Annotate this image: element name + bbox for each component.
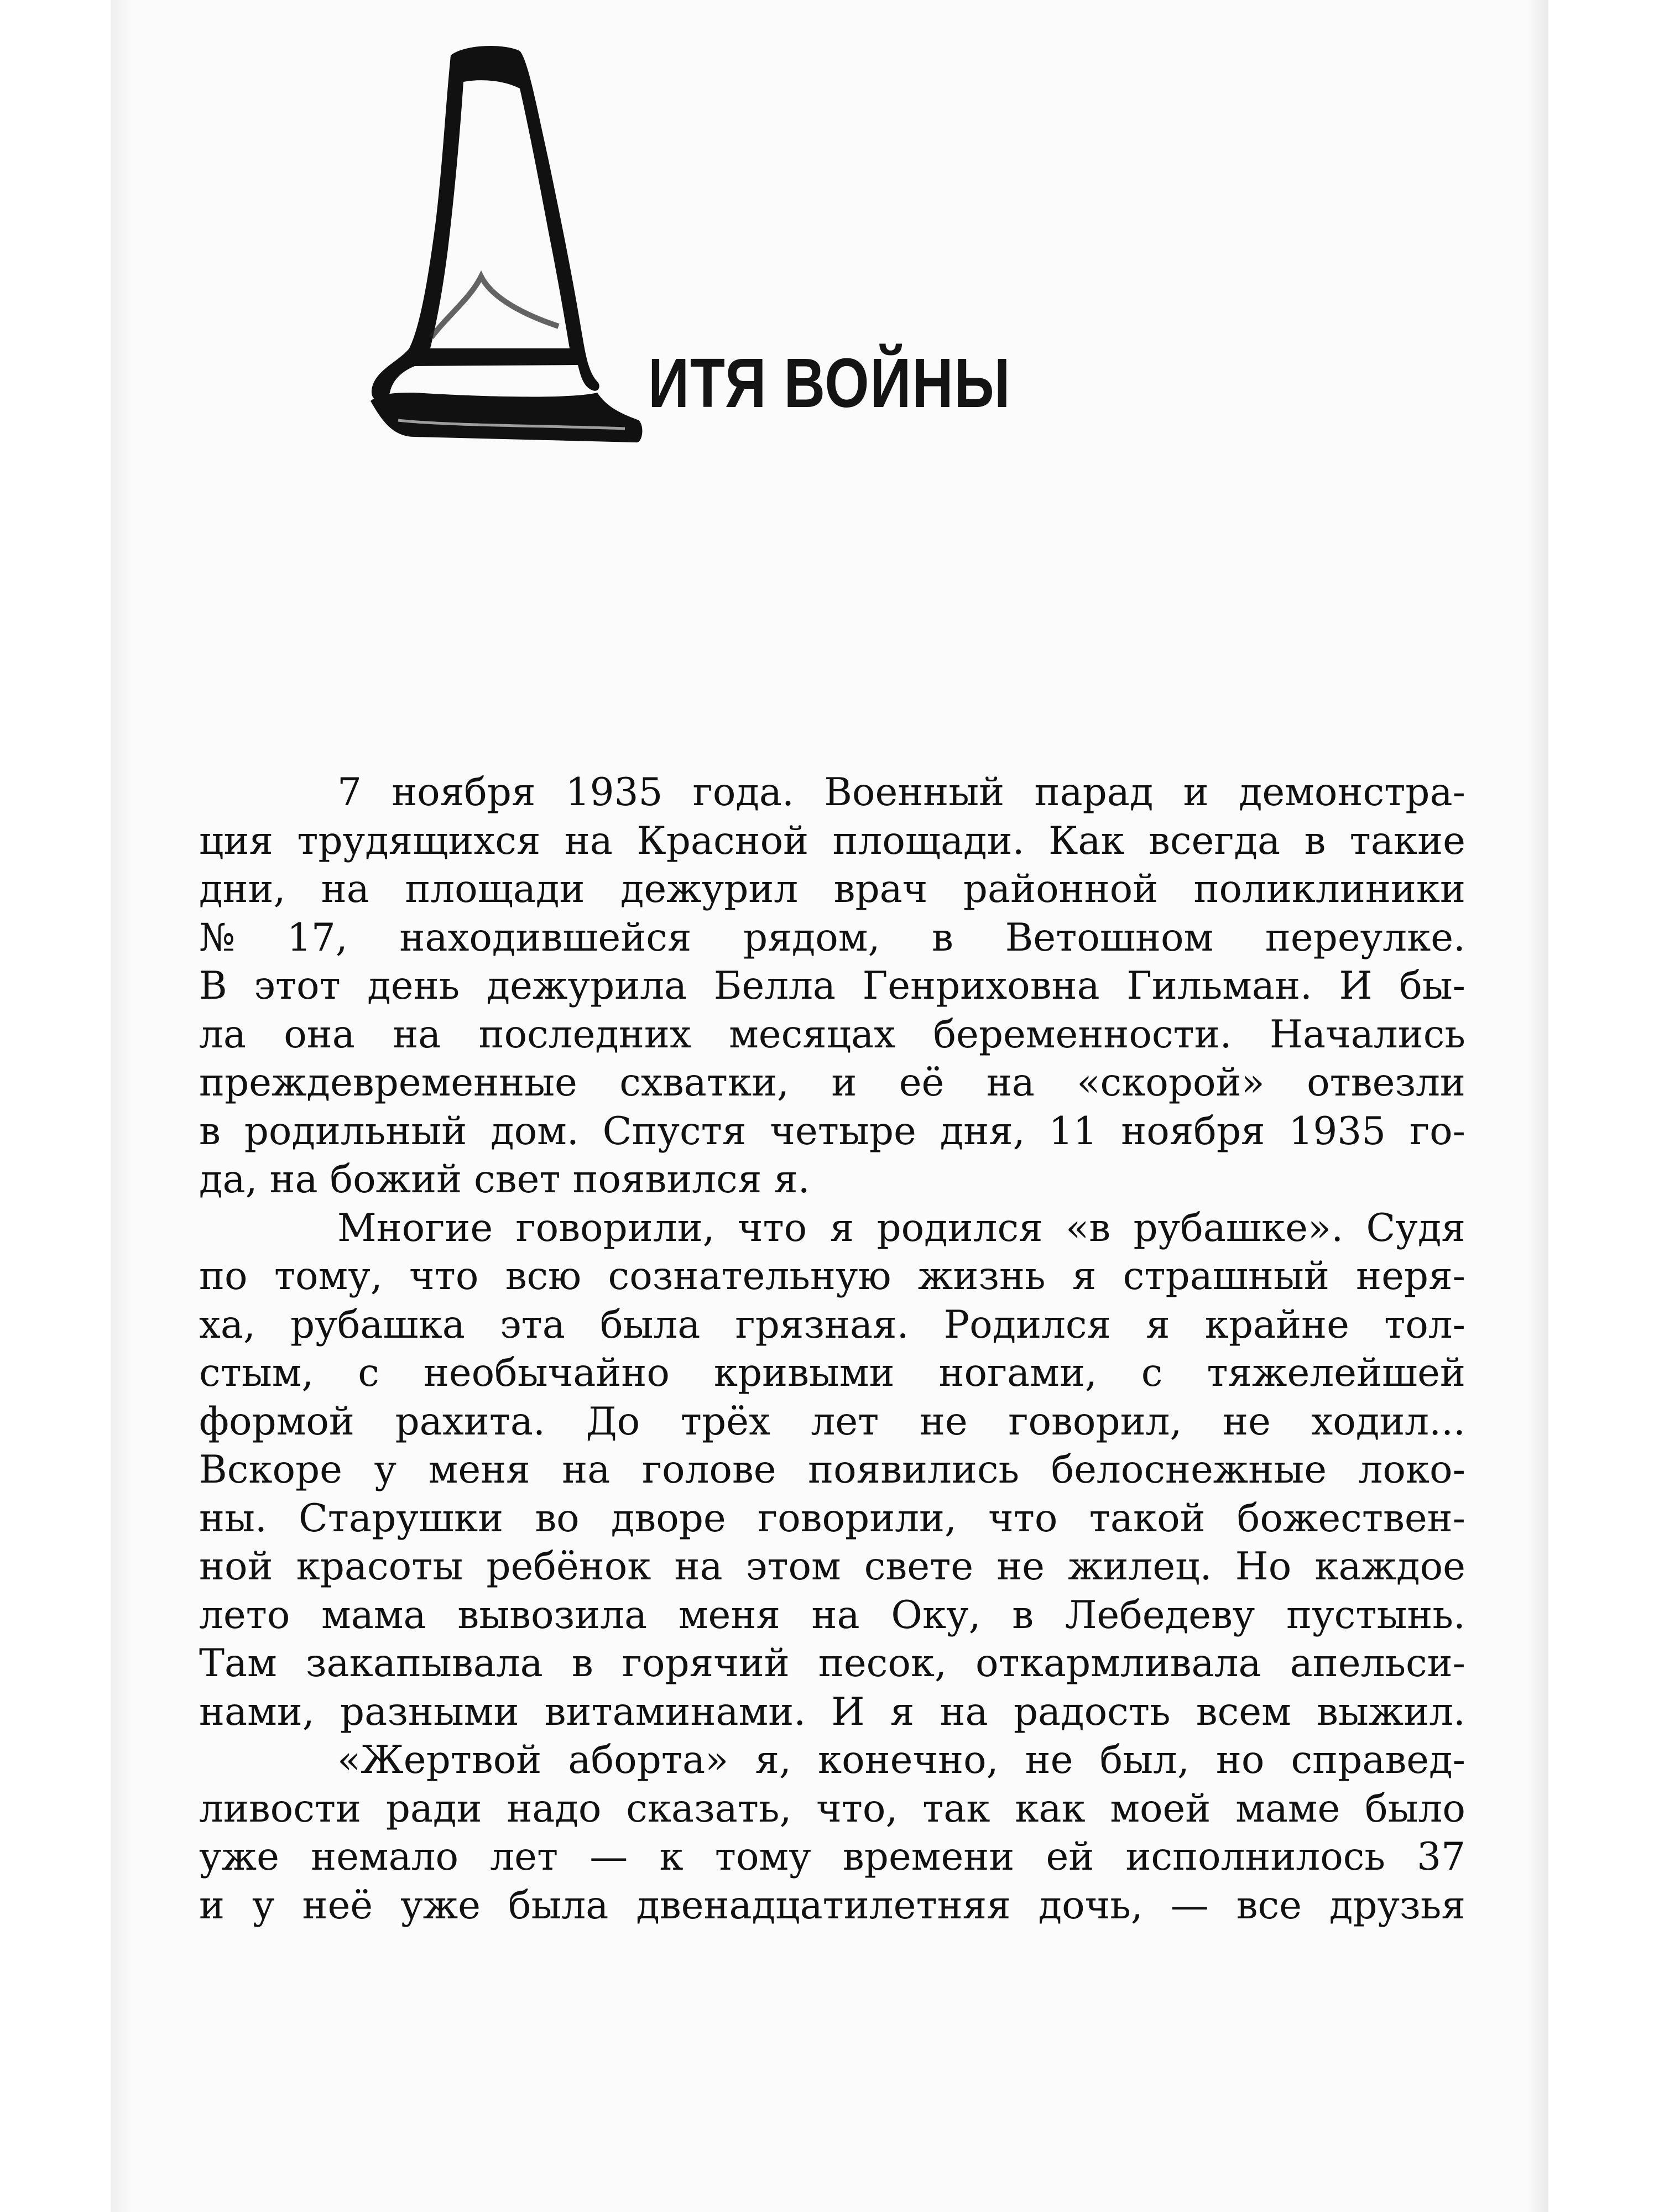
paragraph-2 xyxy=(199,1204,1465,1737)
text-line: ла она на последних месяцах беременности. Начались xyxy=(199,1012,1465,1057)
text-line: ция трудящихся на Красной площади. Как всегда в такие xyxy=(199,818,1465,863)
text-line: «Жертвой аборта» я, конечно, не был, но справед- xyxy=(337,1738,1465,1782)
text-line: в родильный дом. Спустя четыре дня, 11 ноября 1935 го- xyxy=(199,1109,1465,1154)
text-line: да, на божий свет появился я. xyxy=(199,1157,810,1202)
chapter-title: ИТЯ ВОЙНЫ xyxy=(648,344,1011,422)
text-line: ной красоты ребёнок на этом свете не жилец. Но каждое xyxy=(199,1545,1465,1589)
body-text xyxy=(199,769,1465,1930)
text-line: стым, с необычайно кривыми ногами, с тяжелейшей xyxy=(199,1351,1465,1395)
text-line: № 17, находившейся рядом, в Ветошном переулке. xyxy=(199,915,1465,960)
text-line: преждевременные схватки, и её на «скорой» отвезли xyxy=(199,1061,1465,1105)
text-line: Многие говорили, что я родился «в рубашке». Судя xyxy=(337,1206,1465,1250)
drop-cap-letter-d xyxy=(337,39,647,481)
paragraph-1 xyxy=(199,769,1465,1204)
text-line: лето мама вывозила меня на Оку, в Лебедеву пустынь. xyxy=(199,1593,1465,1637)
text-line: уже немало лет — к тому времени ей исполнилось 37 xyxy=(199,1835,1465,1879)
paragraph-3 xyxy=(199,1736,1465,1930)
text-line: нами, разными витаминами. И я на радость всем выжил. xyxy=(199,1689,1465,1734)
text-line: В этот день дежурила Белла Генриховна Гильман. И бы- xyxy=(199,964,1465,1008)
page-edge-shadow xyxy=(1526,0,1548,2212)
text-line: Вскоре у меня на голове появились белоснежные локо- xyxy=(199,1448,1465,1492)
text-line: ха, рубашка эта была грязная. Родился я крайне тол- xyxy=(199,1302,1465,1347)
text-line: Там закапывала в горячий песок, откармливала апельси- xyxy=(199,1641,1465,1686)
page-gutter-shadow xyxy=(111,0,133,2212)
text-line: ны. Старушки во дворе говорили, что такой божествен- xyxy=(199,1496,1465,1541)
text-line: и у неё уже была двенадцатилетняя дочь, — все друзья xyxy=(199,1883,1465,1928)
text-line: формой рахита. До трёх лет не говорил, не ходил... xyxy=(199,1399,1465,1444)
text-line: 7 ноября 1935 года. Военный парад и демонстра- xyxy=(337,770,1465,815)
text-line: по тому, что всю сознательную жизнь я страшный неря- xyxy=(199,1254,1465,1298)
chapter-heading xyxy=(227,39,1056,492)
text-line: дни, на площади дежурил врач районной поликлиники xyxy=(199,867,1465,911)
text-line: ливости ради надо сказать, что, так как моей маме было xyxy=(199,1786,1465,1831)
